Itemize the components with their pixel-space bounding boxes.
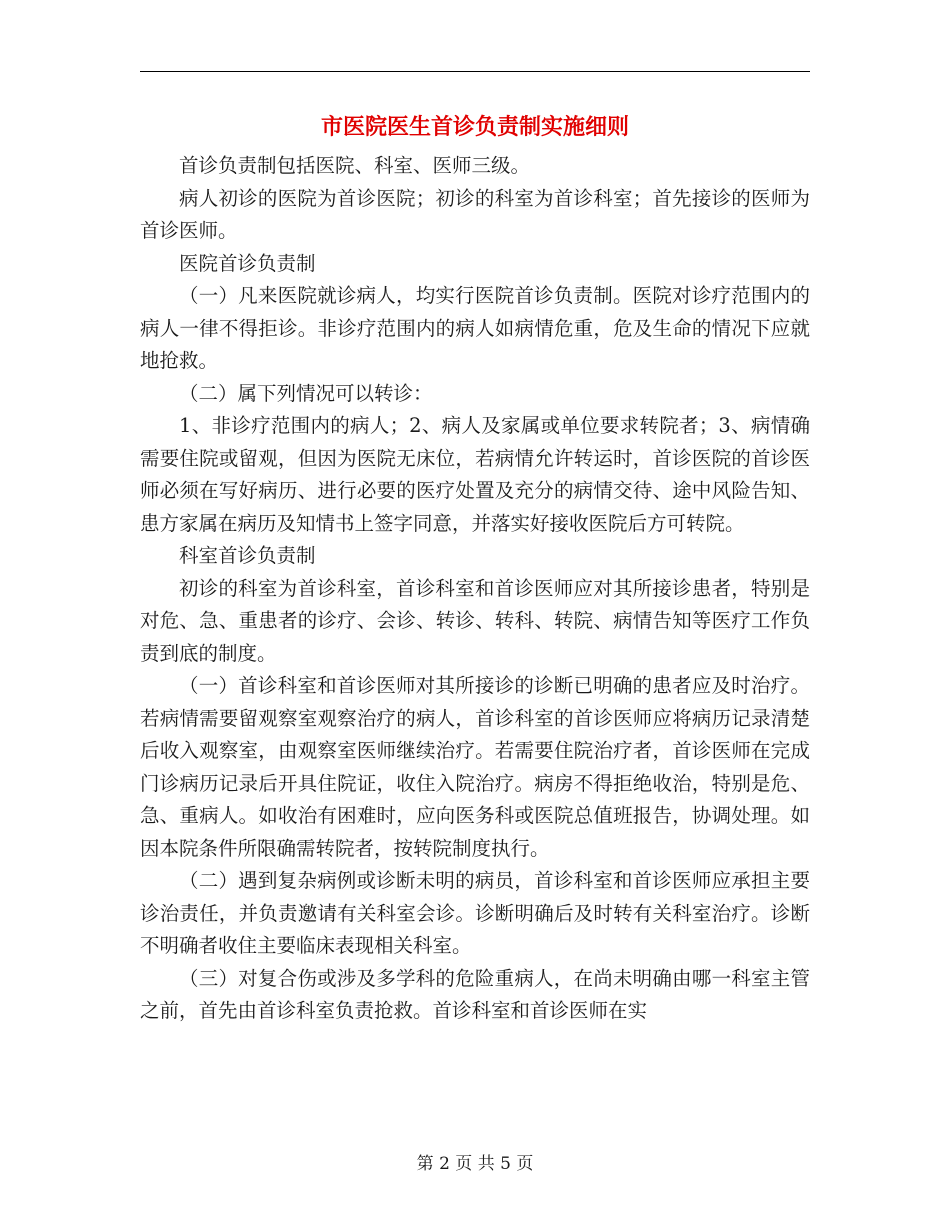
paragraph-1: 首诊负责制包括医院、科室、医师三级。	[179, 154, 531, 177]
paragraph-6: 初诊的科室为首诊科室，首诊科室和首诊医师应对其所接诊患者，特别是对危、急、重患者的诊疗、会诊、转诊、转科、转院、病情告知等医疗工作负责到底的制度。	[140, 576, 810, 665]
header-rule	[140, 71, 810, 72]
document-body	[140, 150, 810, 1028]
paragraph-3: （一）凡来医院就诊病人，均实行医院首诊负责制。医院对诊疗范围内的病人一律不得拒诊。非诊疗范围内的病人如病情危重，危及生命的情况下应就地抢救。	[140, 284, 810, 372]
document-title: 市医院医生首诊负责制实施细则	[320, 114, 629, 140]
page-number: 第 2 页 共 5 页	[416, 1154, 534, 1174]
paragraph-2: 病人初诊的医院为首诊医院；初诊的科室为首诊科室；首先接诊的医师为首诊医师。	[140, 186, 810, 242]
paragraph-9: （三）对复合伤或涉及多学科的危险重病人，在尚未明确由哪一科室主管之前，首先由首诊科室负责抢救。首诊科室和首诊医师在实	[140, 966, 810, 1022]
section-heading-department: 科室首诊负责制	[179, 544, 316, 567]
paragraph-4: （二）属下列情况可以转诊：	[179, 381, 433, 405]
section-heading-hospital: 医院首诊负责制	[179, 251, 316, 275]
paragraph-8: （二）遇到复杂病例或诊断未明的病员，首诊科室和首诊医师应承担主要诊治责任，并负责邀请有关科室会诊。诊断明确后及时转有关科室治疗。诊断不明确者收住主要临床表现相关科室。	[140, 869, 810, 957]
paragraph-7: （一）首诊科室和首诊医师对其所接诊的诊断已明确的患者应及时治疗。若病情需要留观察室观察治疗的病人，首诊科室的首诊医师应将病历记录清楚后收入观察室，由观察室医师继续治疗。若需要住院治疗者，首诊医师在完成门诊病历记录后开具住院证，收住入院治疗。病房不得拒绝收治，特别是危、急、重病人。如收治有困难时，应向医务科或医院总值班报告，协调处理。如因本院条件所限确需转院者，按转院制度执行。	[140, 674, 810, 860]
paragraph-5: 1、非诊疗范围内的病人；2、病人及家属或单位要求转院者；3、病情确需要住院或留观，但因为医院无床位，若病情允许转运时，首诊医院的首诊医师必须在写好病历、进行必要的医疗处置及充分的病情交待、途中风险告知、患方家属在病历及知情书上签字同意，并落实好接收医院后方可转院。	[140, 414, 810, 535]
